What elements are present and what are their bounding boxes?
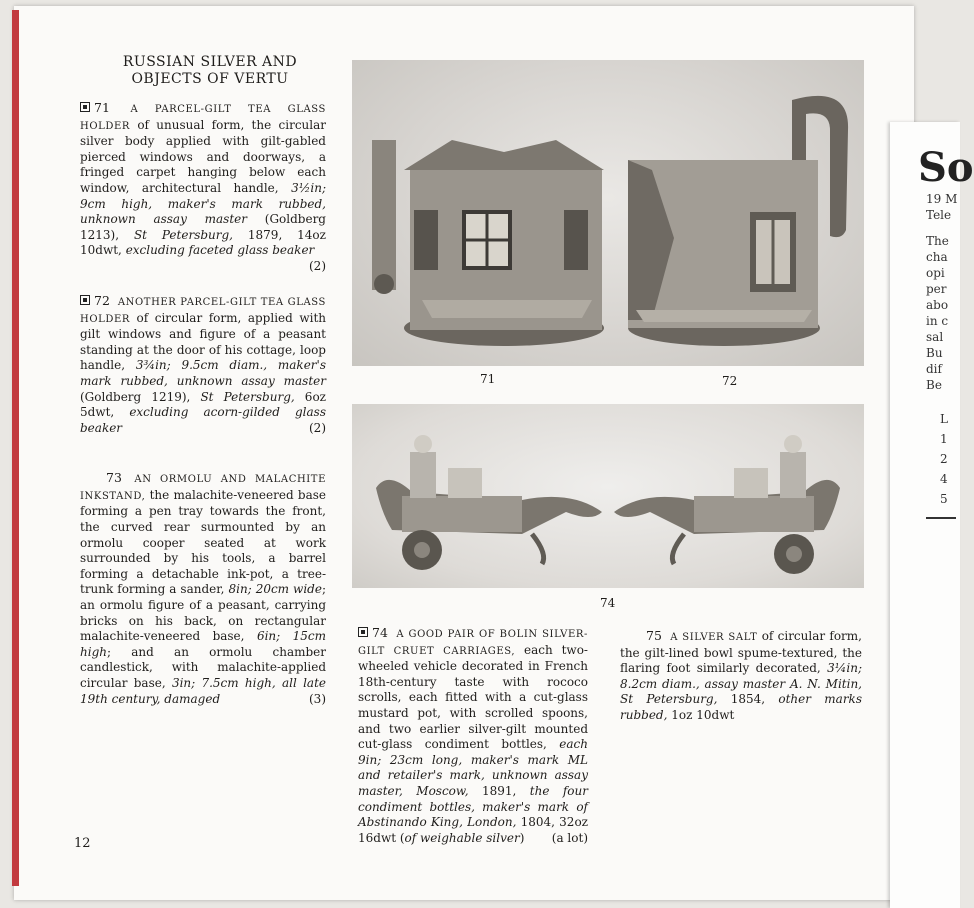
lot-note: the four condiment bottles, maker's mark of Abstinando King, London,	[358, 783, 588, 830]
lot-text-2: ; an ormolu figure of a peasant, carrying bricks on his back, on rectangular malachite-veneered base,	[80, 582, 326, 644]
lot-text: of circular form, the gilt-lined bowl spume-textured, the flaring foot similarly decorated,	[620, 629, 862, 676]
lot-reference: (Goldberg 1219),	[80, 389, 201, 404]
lot-number: 71	[94, 100, 110, 115]
square-marker-icon	[80, 102, 90, 112]
lot-text: of circular form, applied with gilt windows and figure of a peasant standing at the door of his cottage, loop handle,	[80, 310, 326, 373]
next-page-line: in c	[926, 314, 949, 328]
page-red-edge	[12, 10, 19, 886]
next-page-line: L	[940, 412, 948, 426]
next-page-edge	[890, 122, 974, 908]
lot-note: excluding faceted glass beaker	[125, 243, 315, 258]
lot-date: 1891,	[468, 783, 530, 798]
next-page-line: Bu	[926, 346, 943, 360]
next-page-rule	[926, 517, 956, 519]
lot-dimensions: 3½in; 9cm high, maker's mark rubbed, unknown assay master	[80, 180, 326, 227]
photo-cruet-carriages	[352, 404, 864, 588]
lot-title: A SILVER SALT	[670, 632, 758, 643]
lot-date: 6oz 5dwt,	[80, 389, 326, 420]
next-page-line: per	[926, 282, 947, 296]
lot-dimensions: 3¾in; 9.5cm diam., maker's mark rubbed, unknown assay master	[80, 358, 326, 388]
tea-glass-holder-72-image	[628, 96, 848, 346]
tea-glass-holder-71-image	[372, 140, 604, 346]
next-page-line: 5	[940, 492, 948, 506]
next-page-line: abo	[926, 298, 949, 312]
lot-quantity: (a lot)	[551, 830, 588, 845]
lot-dimensions: each 9in; 23cm long, maker's mark ML and retailer's mark, unknown assay master, Moscow,	[358, 737, 588, 798]
photo-tea-glass-holders	[352, 60, 864, 366]
column-left	[80, 100, 326, 707]
caption-72: 72	[722, 374, 738, 388]
lot-quantity: (3)	[309, 691, 326, 706]
square-marker-icon	[358, 627, 368, 637]
lot-75	[620, 628, 862, 724]
next-page-line: opi	[926, 266, 945, 280]
lot-reference: (Goldberg 1213),	[80, 212, 326, 242]
lot-title: ANOTHER PARCEL-GILT TEA GLASS HOLDER	[80, 296, 326, 325]
lot-dimensions: 3¼in; 8.2cm diam., assay master A. N. Mitin, St Petersburg,	[620, 661, 862, 707]
next-page-line: The	[926, 234, 949, 248]
cruet-carriage-left-image	[376, 435, 602, 570]
lot-72	[80, 293, 326, 436]
lot-74	[358, 625, 588, 846]
column-middle	[358, 625, 588, 846]
lot-place: St Petersburg,	[200, 389, 295, 404]
lot-note-2: of weighable silver	[404, 830, 520, 845]
lot-quantity: (2)	[309, 258, 326, 273]
lot-text: the malachite-veneered base forming a pen tray towards the front, the curved rear surmounted by an ormolu cooper seated at work surrounded by his tools, a barrel forming a detachable ink-pot, a tree-trunk forming a sander,	[80, 487, 326, 597]
next-page-line: Be	[926, 378, 942, 392]
lot-text: of unusual form, the circular silver body applied with gilt-gabled pierced windows and doorways, a fringed carpet hanging below each window, architectural handle,	[80, 117, 326, 195]
lot-title: A GOOD PAIR OF BOLIN SILVER-GILT CRUET CARRIAGES,	[358, 629, 588, 657]
lot-text-3: ; and an ormolu chamber candlestick, with malachite-applied circular base,	[80, 644, 326, 690]
lot-date-2: 1804, 32oz 16dwt (	[358, 815, 588, 845]
lot-date: 1879, 14oz 10dwt,	[80, 227, 326, 258]
next-page-line: 1	[940, 432, 948, 446]
next-page-title: So	[918, 144, 974, 191]
lot-title: AN ORMOLU AND MALACHITE INKSTAND,	[80, 474, 326, 502]
lot-71	[80, 100, 326, 273]
lot-end: 1oz 10dwt	[667, 707, 735, 722]
caption-71: 71	[480, 372, 496, 386]
lot-number: 73	[106, 470, 122, 486]
lot-date: 1854,	[717, 692, 779, 707]
lot-place: St Petersburg,	[133, 227, 233, 242]
page-number: 12	[74, 836, 91, 851]
lot-title: A PARCEL-GILT TEA GLASS HOLDER	[80, 104, 326, 132]
lot-dimensions-2: 6in; 15cm high	[80, 629, 326, 659]
lot-number: 74	[372, 625, 388, 640]
lot-dimensions: 8in; 20cm wide	[228, 582, 322, 597]
next-page-line: sal	[926, 330, 944, 344]
lot-note: other marks rubbed,	[620, 692, 862, 722]
lot-number: 75	[646, 628, 662, 643]
lot-text: each two-wheeled vehicle decorated in French 18th-century taste with rococo scrolls, each fitted with a cut-glass mustard pot, with scrolled spoons, and two earlier silver-gilt mounted cut-glass condiment bottles,	[358, 642, 588, 752]
lot-73	[80, 470, 326, 707]
caption-74: 74	[600, 596, 616, 610]
next-page-line: 2	[940, 452, 948, 466]
lot-number: 72	[94, 292, 110, 308]
column-right	[620, 628, 862, 724]
next-page-line: Tele	[926, 208, 952, 222]
section-title: RUSSIAN SILVER AND OBJECTS OF VERTU	[122, 54, 298, 87]
next-page-line: 19 M	[926, 192, 958, 206]
lot-end: )	[519, 830, 525, 845]
next-page-line: 4	[940, 472, 948, 486]
square-marker-icon	[80, 295, 90, 305]
next-page-line: cha	[926, 250, 948, 264]
lot-quantity: (2)	[309, 420, 326, 435]
cruet-carriage-right-image	[614, 435, 840, 574]
lot-note: excluding acorn-gilded glass beaker	[80, 405, 326, 435]
next-page-line: dif	[926, 362, 942, 376]
lot-dimensions-3: 3in; 7.5cm high, all late 19th century, damaged	[80, 676, 326, 706]
